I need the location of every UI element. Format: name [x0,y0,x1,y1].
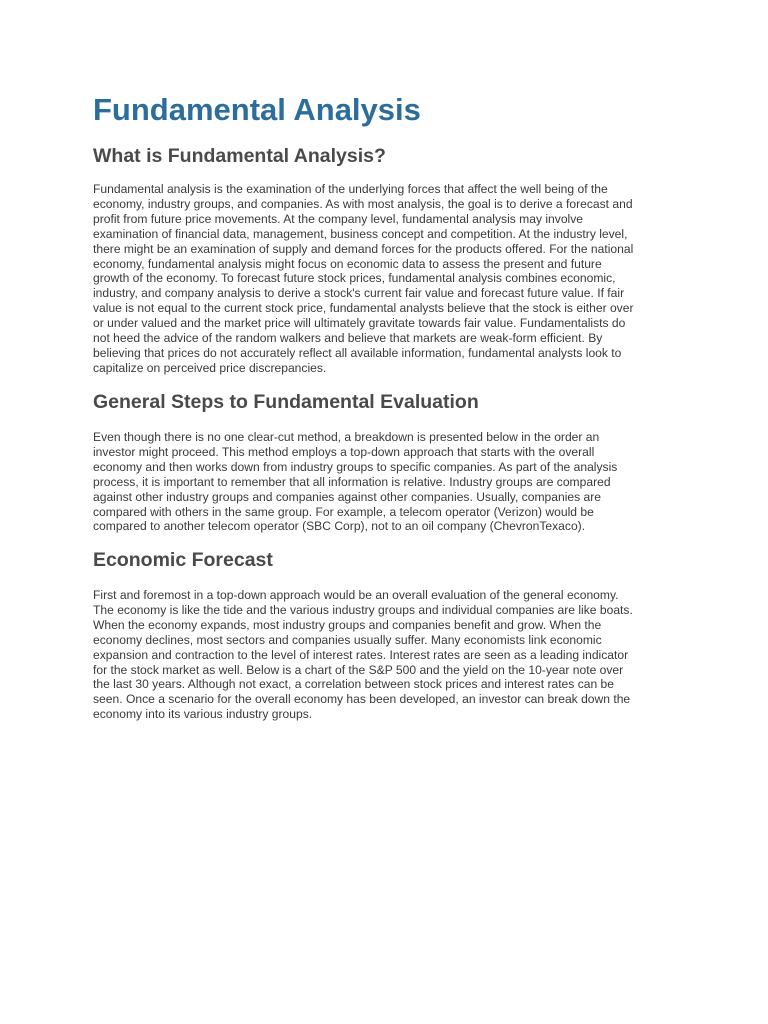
paragraph-line: economy declines, most sectors and companies usually suffer. Many economists link economic [93,632,602,647]
section-paragraph-what-is [93,182,633,376]
paragraph-line: industry, and company analysis to derive a stock's current fair value and forecast future value. If fair [93,286,625,301]
paragraph-line: compared with others in the same group. For example, a telecom operator (Verizon) would be [93,504,594,519]
section-paragraph-general-steps [93,430,617,534]
paragraph-line: economy, fundamental analysis might focus on economic data to assess the present and future [93,256,602,271]
paragraph-line: When the economy expands, most industry groups and companies benefit and grow. When the [93,617,602,632]
paragraph-line: economy into its various industry groups. [93,707,313,722]
page-title: Fundamental Analysis [93,92,421,127]
paragraph-line: against other industry groups and companies against other companies. Usually, companies are [93,489,601,504]
section-heading-what-is: What is Fundamental Analysis? [93,145,386,167]
paragraph-line: not heed the advice of the random walkers and believe that markets are weak-form efficient. By [93,331,603,346]
paragraph-line: The economy is like the tide and the various industry groups and individual companies are like boats. [93,602,633,617]
section-heading-economic-forecast: Economic Forecast [93,549,273,571]
paragraph-line: economy, industry groups, and companies. As with most analysis, the goal is to derive a forecast and [93,196,633,211]
paragraph-line: Even though there is no one clear-cut method, a breakdown is presented below in the order an [93,430,600,444]
paragraph-line: examination of financial data, management, business concept and competition. At the industry level, [93,226,628,241]
section-heading-general-steps: General Steps to Fundamental Evaluation [93,391,479,413]
paragraph-line: for the stock market as well. Below is a chart of the S&P 500 and the yield on the 10-year note over [93,662,624,677]
paragraph-line: expansion and contraction to the level of interest rates. Interest rates are seen as a leading indicator [93,647,629,662]
paragraph-line: or under valued and the market price will ultimately gravitate towards fair value. Fundamentalists do [93,316,626,331]
paragraph-line: First and foremost in a top-down approach would be an overall evaluation of the general economy. [93,588,619,602]
section-paragraph-economic-forecast [93,588,633,722]
paragraph-line: economy and then works down from industry groups to specific companies. As part of the analysis [93,459,618,474]
paragraph-line: believing that prices do not accurately reflect all available information, fundamental analysts look to [93,345,622,360]
paragraph-line: growth of the economy. To forecast future stock prices, fundamental analysis combines economic, [93,271,616,286]
paragraph-line: value is not equal to the current stock price, fundamental analysts believe that the stock is either over [93,301,634,316]
paragraph-line: Fundamental analysis is the examination of the underlying forces that affect the well being of the [93,182,608,196]
paragraph-line: investor might proceed. This method employs a top-down approach that starts with the overall [93,444,595,459]
paragraph-line: profit from future price movements. At the company level, fundamental analysis may involve [93,211,584,226]
paragraph-line: seen. Once a scenario for the overall economy has been developed, an investor can break down the [93,692,631,707]
paragraph-line: compared to another telecom operator (SBC Corp), not to an oil company (ChevronTexaco). [93,519,586,534]
paragraph-line: the last 30 years. Although not exact, a correlation between stock prices and interest rates can be [93,677,615,692]
paragraph-line: process, it is important to remember that all information is relative. Industry groups are compared [93,474,611,489]
paragraph-line: there might be an examination of supply and demand forces for the products offered. For the national [93,241,634,256]
paragraph-line: capitalize on perceived price discrepancies. [93,360,327,375]
